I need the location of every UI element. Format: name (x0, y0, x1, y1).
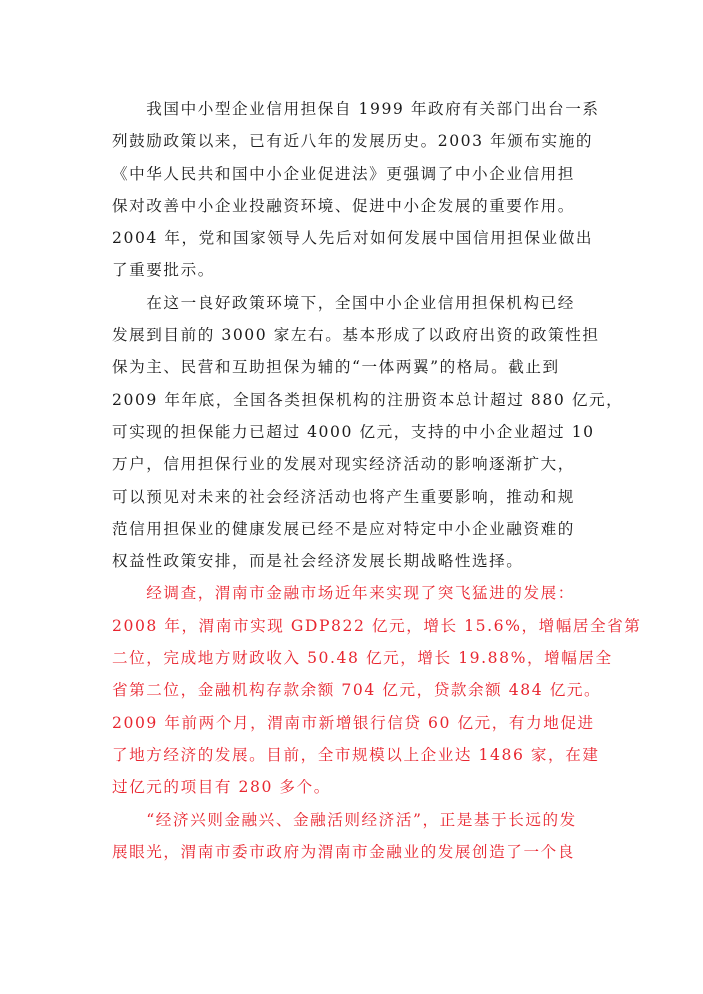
document-body (112, 93, 642, 868)
text-line: 列鼓励政策以来，已有近八年的发展历史。2003 年颁布实施的 (112, 132, 593, 151)
text-line: 我国中小型企业信用担保自 1999 年政府有关部门出台一系 (112, 100, 600, 118)
text-line: 保对改善中小企业投融资环境、促进中小企发展的重要作用。 (112, 196, 575, 215)
text-line: 范信用担保业的健康发展已经不是应对特定中小企业融资难的 (112, 519, 575, 538)
text-line: 展眼光，渭南市委市政府为渭南市金融业的发展创造了一个良 (112, 842, 575, 861)
text-line: 了重要批示。 (112, 261, 215, 280)
paragraph-economy-finance (112, 804, 602, 869)
text-line: 保为主、民营和互助担保为辅的“一体两翼”的格局。截止到 (112, 358, 560, 377)
text-line: 经调查，渭南市金融市场近年来实现了突飞猛进的发展： (112, 584, 575, 603)
text-line: 发展到目前的 3000 家左右。基本形成了以政府出资的政策性担 (112, 326, 600, 345)
text-line: 省第二位，金融机构存款余额 704 亿元，贷款余额 484 亿元。 (112, 681, 602, 700)
text-line: 权益性政策安排，而是社会经济发展长期战略性选择。 (112, 552, 524, 571)
text-line: 可以预见对未来的社会经济活动也将产生重要影响，推动和规 (112, 487, 575, 506)
text-line: 在这一良好政策环境下，全国中小企业信用担保机构已经 (112, 293, 575, 312)
paragraph-policy-environment (112, 287, 624, 578)
text-line: 可实现的担保能力已超过 4000 亿元，支持的中小企业超过 10 (112, 422, 595, 441)
text-line: 过亿元的项目有 280 多个。 (112, 778, 331, 797)
paragraph-weinan-finance (112, 577, 642, 803)
paragraph-guarantee-history (112, 93, 602, 287)
text-line: “经济兴则金融兴、金融活则经济活”，正是基于长远的发 (112, 810, 577, 829)
text-line: 2009 年前两个月，渭南市新增银行信贷 60 亿元，有力地促进 (112, 713, 595, 732)
text-line: 《中华人民共和国中小企业促进法》更强调了中小企业信用担 (112, 164, 575, 183)
text-line: 了地方经济的发展。目前，全市规模以上企业达 1486 家，在建 (112, 745, 600, 764)
text-line: 2004 年，党和国家领导人先后对如何发展中国信用担保业做出 (112, 229, 593, 248)
text-line: 2009 年年底，全国各类担保机构的注册资本总计超过 880 亿元， (112, 390, 624, 409)
text-line: 二位，完成地方财政收入 50.48 亿元，增长 19.88%，增幅居全 (112, 649, 613, 668)
text-line: 万户，信用担保行业的发展对现实经济活动的影响逐渐扩大， (112, 455, 575, 474)
text-line: 2008 年，渭南市实现 GDP822 亿元，增长 15.6%，增幅居全省第 (112, 616, 642, 635)
